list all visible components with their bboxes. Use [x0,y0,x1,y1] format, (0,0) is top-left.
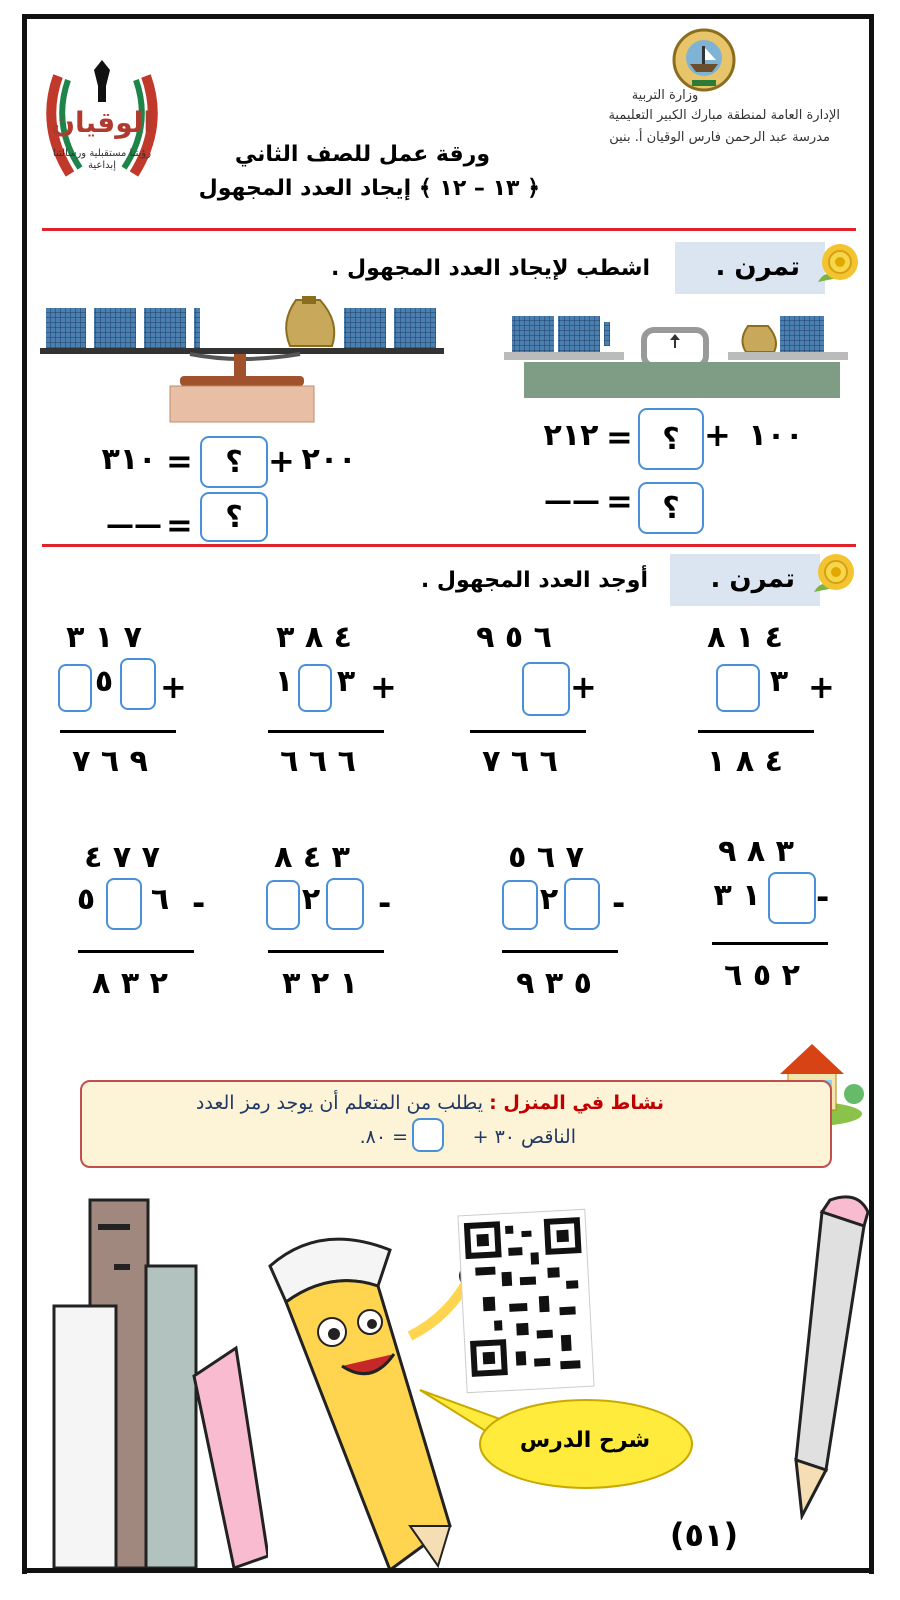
sub1-minus: - [816,878,830,916]
eq1-right-plus: + [704,416,731,454]
eq1-right-unknown-box[interactable]: ؟ [638,408,704,470]
balance-scale-left-image [40,292,444,424]
add3-line [268,730,384,733]
add1-plus: + [808,668,835,706]
sub3-minus: - [378,884,392,922]
add3-digit-right: ٣ [336,664,356,699]
sub2-line [502,950,618,953]
add1-second: ٣ [769,664,789,699]
school-logo [40,56,164,196]
sub4-minus: - [192,884,206,922]
add2-line [470,730,586,733]
rose-icon-2 [808,548,858,602]
add3-digit-left: ١ [274,664,294,699]
worksheet-subtitle: ﴿ ١٣ – ١٢ ﴾ إيجاد العدد المجهول [198,176,540,201]
home-activity-text2a: الناقص ٣٠ + [472,1126,576,1148]
worksheet-title: ورقة عمل للصف الثاني [234,142,490,167]
add3-result: ٦ ٦ ٦ [280,744,356,779]
home-activity-text1: يطلب من المتعلم أن يوجد رمز العدد [195,1092,484,1114]
school-name: مدرسة عبد الرحمن فارس الوقيان أ. بنين [609,130,830,145]
eq1-right-answer-box[interactable]: ؟ [638,482,704,534]
eq1-left-rhs: ٣١٠ [101,442,157,477]
page-frame-top [22,14,874,19]
add1-box[interactable] [716,664,760,712]
add2-result: ٦ ٦ ٧ [482,744,558,779]
eq1-right-rhs: ٢١٢ [543,418,599,453]
ministry-name: وزارة التربية [631,88,699,103]
add2-plus: + [570,668,597,706]
home-activity-line1 [100,1092,664,1114]
divider-red-2 [42,544,856,547]
add3-top: ٤ ٨ ٣ [276,620,352,655]
sub3-top: ٣ ٤ ٨ [274,840,350,875]
eq1-right-equals-2: = [606,482,633,520]
add4-top: ٧ ١ ٣ [66,620,142,655]
eq1-right-blank: —— [544,484,600,517]
eq1-left-plus: + [268,442,295,480]
home-activity-text2b: = ٨٠. [359,1126,408,1148]
logo-subtext: رؤيتنا مستقبلية ورسالتنا إبداعية [52,148,152,171]
balance-scale-right-image [504,300,848,400]
sub3-second: ٢ [301,882,321,917]
add4-line [60,730,176,733]
eq1-left-equals: = [166,442,193,480]
eq1-left-blank: —— [106,508,162,541]
home-activity-label: نشاط في المنزل : [489,1092,664,1114]
directorate-name: الإدارة العامة لمنطقة مبارك الكبير التعليمية [608,108,840,123]
sub3-result: ١ ٢ ٣ [282,966,358,1001]
sub4-top: ٧ ٧ ٤ [84,840,160,875]
sub1-line [712,942,828,945]
sub2-second: ٢ [539,882,559,917]
sub4-digit-right: ٦ [150,882,170,917]
add1-top: ٤ ١ ٨ [707,620,783,655]
add3-plus: + [370,668,397,706]
sub4-digit-left: ٥ [76,882,96,917]
sub3-line [268,950,384,953]
add4-result: ٩ ٦ ٧ [72,744,148,779]
sub2-minus: - [612,884,626,922]
eq1-left-answer-box[interactable]: ؟ [200,492,268,542]
page-frame-left [22,14,27,1574]
exercise1-label: تمرن . [715,252,800,282]
add4-plus: + [160,668,187,706]
exercise2-label: تمرن . [710,564,795,594]
logo-text: الوقيان [51,106,153,139]
sub3-box-left[interactable] [266,880,300,930]
page-frame-bottom [22,1568,874,1573]
sub1-top: ٣ ٨ ٩ [718,834,794,869]
eq1-left-unknown-box[interactable]: ؟ [200,436,268,488]
add3-box[interactable] [298,664,332,712]
eq1-right-addend: ١٠٠ [748,418,804,453]
add4-box-left[interactable] [58,664,92,712]
home-activity-answer-box[interactable] [412,1118,444,1152]
eq1-left-addend: ٢٠٠ [301,442,357,477]
rose-icon [812,238,862,292]
sub2-top: ٧ ٦ ٥ [508,840,584,875]
sub1-box[interactable] [768,872,816,924]
sub1-second: ١ ٣ [713,878,761,913]
add1-result: ٤ ٨ ١ [707,744,783,779]
eq1-left-equals-2: = [166,506,193,544]
exercise2-instruction: أوجد العدد المجهول . [420,568,648,593]
ministry-emblem-icon [672,28,736,92]
add4-second: ٥ [94,664,114,699]
add2-box[interactable] [522,662,570,716]
lesson-bubble-text: شرح الدرس [519,1428,651,1453]
eq1-right-equals: = [606,418,633,456]
sub2-result: ٥ ٣ ٩ [516,966,592,1001]
sub4-line [78,950,194,953]
sub4-result: ٢ ٣ ٨ [92,966,168,1001]
add4-box-right[interactable] [120,658,156,710]
sub2-box-right[interactable] [564,878,600,930]
sub3-box-right[interactable] [326,878,364,930]
books-illustration [28,1196,268,1568]
lesson-speech-bubble[interactable] [380,1360,700,1530]
page-number: (٥١) [669,1516,739,1554]
add2-top: ٦ ٥ ٩ [476,620,552,655]
sub4-box[interactable] [106,878,142,930]
add1-line [698,730,814,733]
exercise1-instruction: اشطب لإيجاد العدد المجهول . [331,256,650,281]
sub1-result: ٢ ٥ ٦ [724,958,800,993]
pencil-illustration-right [786,1190,870,1520]
sub2-box-left[interactable] [502,880,538,930]
divider-red-1 [42,228,856,231]
